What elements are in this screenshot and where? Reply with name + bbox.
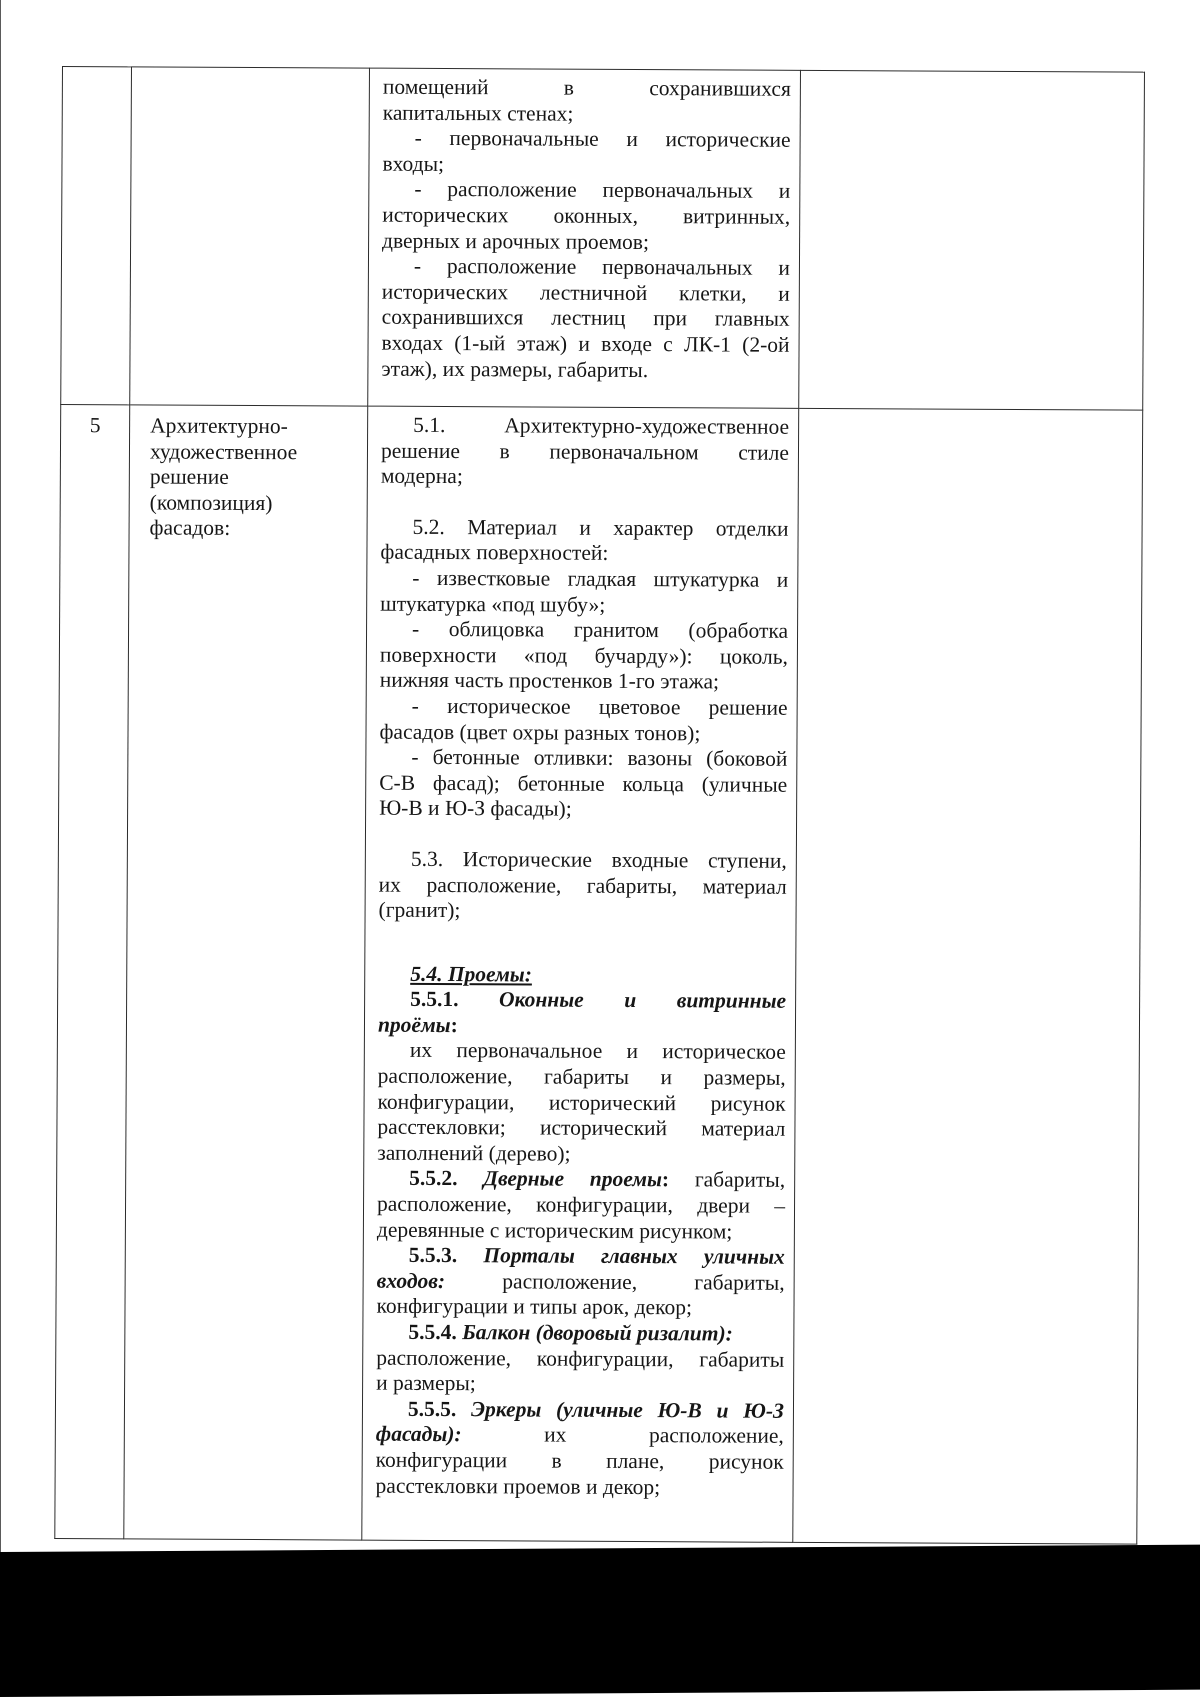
text-line: - расположение первоначальных и bbox=[414, 177, 791, 204]
text-line: деревянные с историческим рисунком; bbox=[376, 1217, 733, 1244]
heading-5-5-3-line1: 5.5.3. Порталы главных уличных bbox=[408, 1243, 785, 1270]
heading-5-5-2: 5.5.2. Дверные проемы: габариты, bbox=[409, 1166, 786, 1193]
document-table-area bbox=[54, 66, 1140, 1545]
paragraph-5-5-3 bbox=[376, 1294, 784, 1322]
text-line: их расположение, габариты, материал bbox=[378, 872, 787, 899]
name-line: решение bbox=[149, 464, 229, 490]
prev-extra-cell bbox=[799, 70, 1145, 410]
heading-5-5-3-line2: входов: расположение, габариты, bbox=[376, 1268, 785, 1295]
text-line: - расположение первоначальных и bbox=[413, 254, 791, 280]
text-line: решение в первоначальном стиле bbox=[380, 438, 790, 465]
heritage-table bbox=[54, 66, 1145, 1545]
paragraph-5-2 bbox=[379, 514, 789, 823]
scan-left-edge bbox=[0, 0, 1, 1560]
paragraph-5-5-5 bbox=[376, 1448, 784, 1501]
text-line: - бетонные отливки: вазоны (боковой bbox=[411, 744, 788, 771]
text-line: - облицовка гранитом (обработка bbox=[411, 616, 789, 643]
text-line: конфигурации, исторический рисунок bbox=[377, 1089, 786, 1116]
text-line: фасадных поверхностей: bbox=[380, 540, 609, 566]
row5-extra-cell bbox=[793, 408, 1143, 1544]
text-line: - первоначальные и исторические bbox=[414, 126, 791, 153]
text-line: 5.2. Материал и характер отделки bbox=[412, 514, 789, 541]
paragraph-5-3 bbox=[379, 847, 787, 926]
text-line: входы; bbox=[382, 151, 445, 176]
paragraph-5-5-2 bbox=[377, 1192, 785, 1245]
text-line: исторических лестничной клетки, и bbox=[381, 279, 790, 306]
text-line: помещений в сохранившихся bbox=[382, 74, 791, 101]
text-line: 5.1. Архитектурно-художественное bbox=[413, 412, 790, 439]
table-row-previous bbox=[61, 67, 1145, 411]
text-line: штукатурка «под шубу»; bbox=[380, 591, 606, 617]
text-line: - известковые гладкая штукатурка и bbox=[412, 565, 789, 592]
scan-bottom-band bbox=[0, 1545, 1200, 1697]
text-line: заполнений (дерево); bbox=[377, 1140, 571, 1166]
text-line: нижняя часть простенков 1-го этажа; bbox=[379, 668, 720, 694]
prev-text-cell bbox=[368, 68, 801, 408]
prev-text-lines bbox=[368, 69, 800, 392]
row5-name bbox=[130, 405, 368, 542]
heading-5-5-1-line2: проёмы: bbox=[377, 1012, 458, 1037]
name-line: Архитектурно- bbox=[150, 413, 288, 439]
text-line: (гранит); bbox=[378, 897, 461, 923]
heading-5-5-4: 5.5.4. Балкон (дворовый ризалит): bbox=[408, 1319, 733, 1346]
text-line: расстекловки; исторический материал bbox=[377, 1114, 786, 1142]
row-number: 5 bbox=[89, 413, 101, 438]
table-row-5 bbox=[55, 404, 1143, 1544]
heading-5-5-5-line1: 5.5.5. Эркеры (уличные Ю-В и Ю-З bbox=[407, 1396, 785, 1423]
text-line: конфигурации в плане, рисунок bbox=[375, 1447, 784, 1474]
heading-5-4: 5.4. Проемы: bbox=[410, 961, 532, 987]
text-line: этаж), их размеры, габариты. bbox=[381, 356, 649, 382]
text-line: модерна; bbox=[380, 463, 463, 489]
text-line: расположение, габариты и размеры, bbox=[377, 1063, 786, 1090]
text-line: расположение, конфигурации, двери – bbox=[376, 1191, 786, 1218]
paragraph-5-5-4 bbox=[376, 1345, 784, 1398]
name-line: художественное bbox=[149, 439, 298, 464]
text-line: сохранившихся лестниц при главных bbox=[381, 305, 790, 332]
row5-number-cell bbox=[55, 404, 130, 1538]
text-line: расположение, конфигурации, габариты bbox=[376, 1345, 785, 1372]
text-line: дверных и арочных проемов; bbox=[382, 228, 650, 254]
text-line: входах (1-ый этаж) и входе с ЛК-1 (2-ой bbox=[381, 330, 790, 357]
text-line: - историческое цветовое решение bbox=[411, 693, 788, 720]
name-line: фасадов: bbox=[149, 515, 231, 541]
paragraph-5-1 bbox=[381, 413, 789, 492]
text-line: фасадов (цвет охры разных тонов); bbox=[379, 719, 701, 745]
heading-5-5-1-line1: 5.5.1. Оконные и витринные bbox=[410, 987, 787, 1014]
text-line: капитальных стенах; bbox=[382, 100, 574, 126]
row5-text-cell bbox=[362, 406, 799, 1542]
text-line: расстекловки проемов и декор; bbox=[375, 1473, 661, 1499]
row5-name-cell bbox=[124, 405, 368, 1540]
heading-5-5-5-line2: фасады): их расположение, bbox=[375, 1422, 784, 1449]
text-line: их первоначальное и историческое bbox=[409, 1038, 786, 1065]
text-line: Ю-В и Ю-З фасады); bbox=[379, 795, 572, 821]
text-line: исторических оконных, витринных, bbox=[382, 202, 791, 229]
text-line: и размеры; bbox=[376, 1370, 476, 1396]
row5-text bbox=[362, 407, 798, 1509]
paragraph-5-5-1 bbox=[377, 1038, 786, 1168]
prev-number-cell bbox=[61, 67, 132, 405]
text-line: конфигурации и типы арок, декор; bbox=[376, 1294, 693, 1320]
text-line: 5.3. Исторические входные ступени, bbox=[410, 846, 787, 873]
text-line: поверхности «под бучарду»): цоколь, bbox=[379, 642, 788, 669]
text-line: С-В фасад); бетонные кольца (уличные bbox=[379, 770, 788, 797]
name-line: (композиция) bbox=[149, 490, 273, 515]
prev-name-cell bbox=[130, 67, 370, 406]
